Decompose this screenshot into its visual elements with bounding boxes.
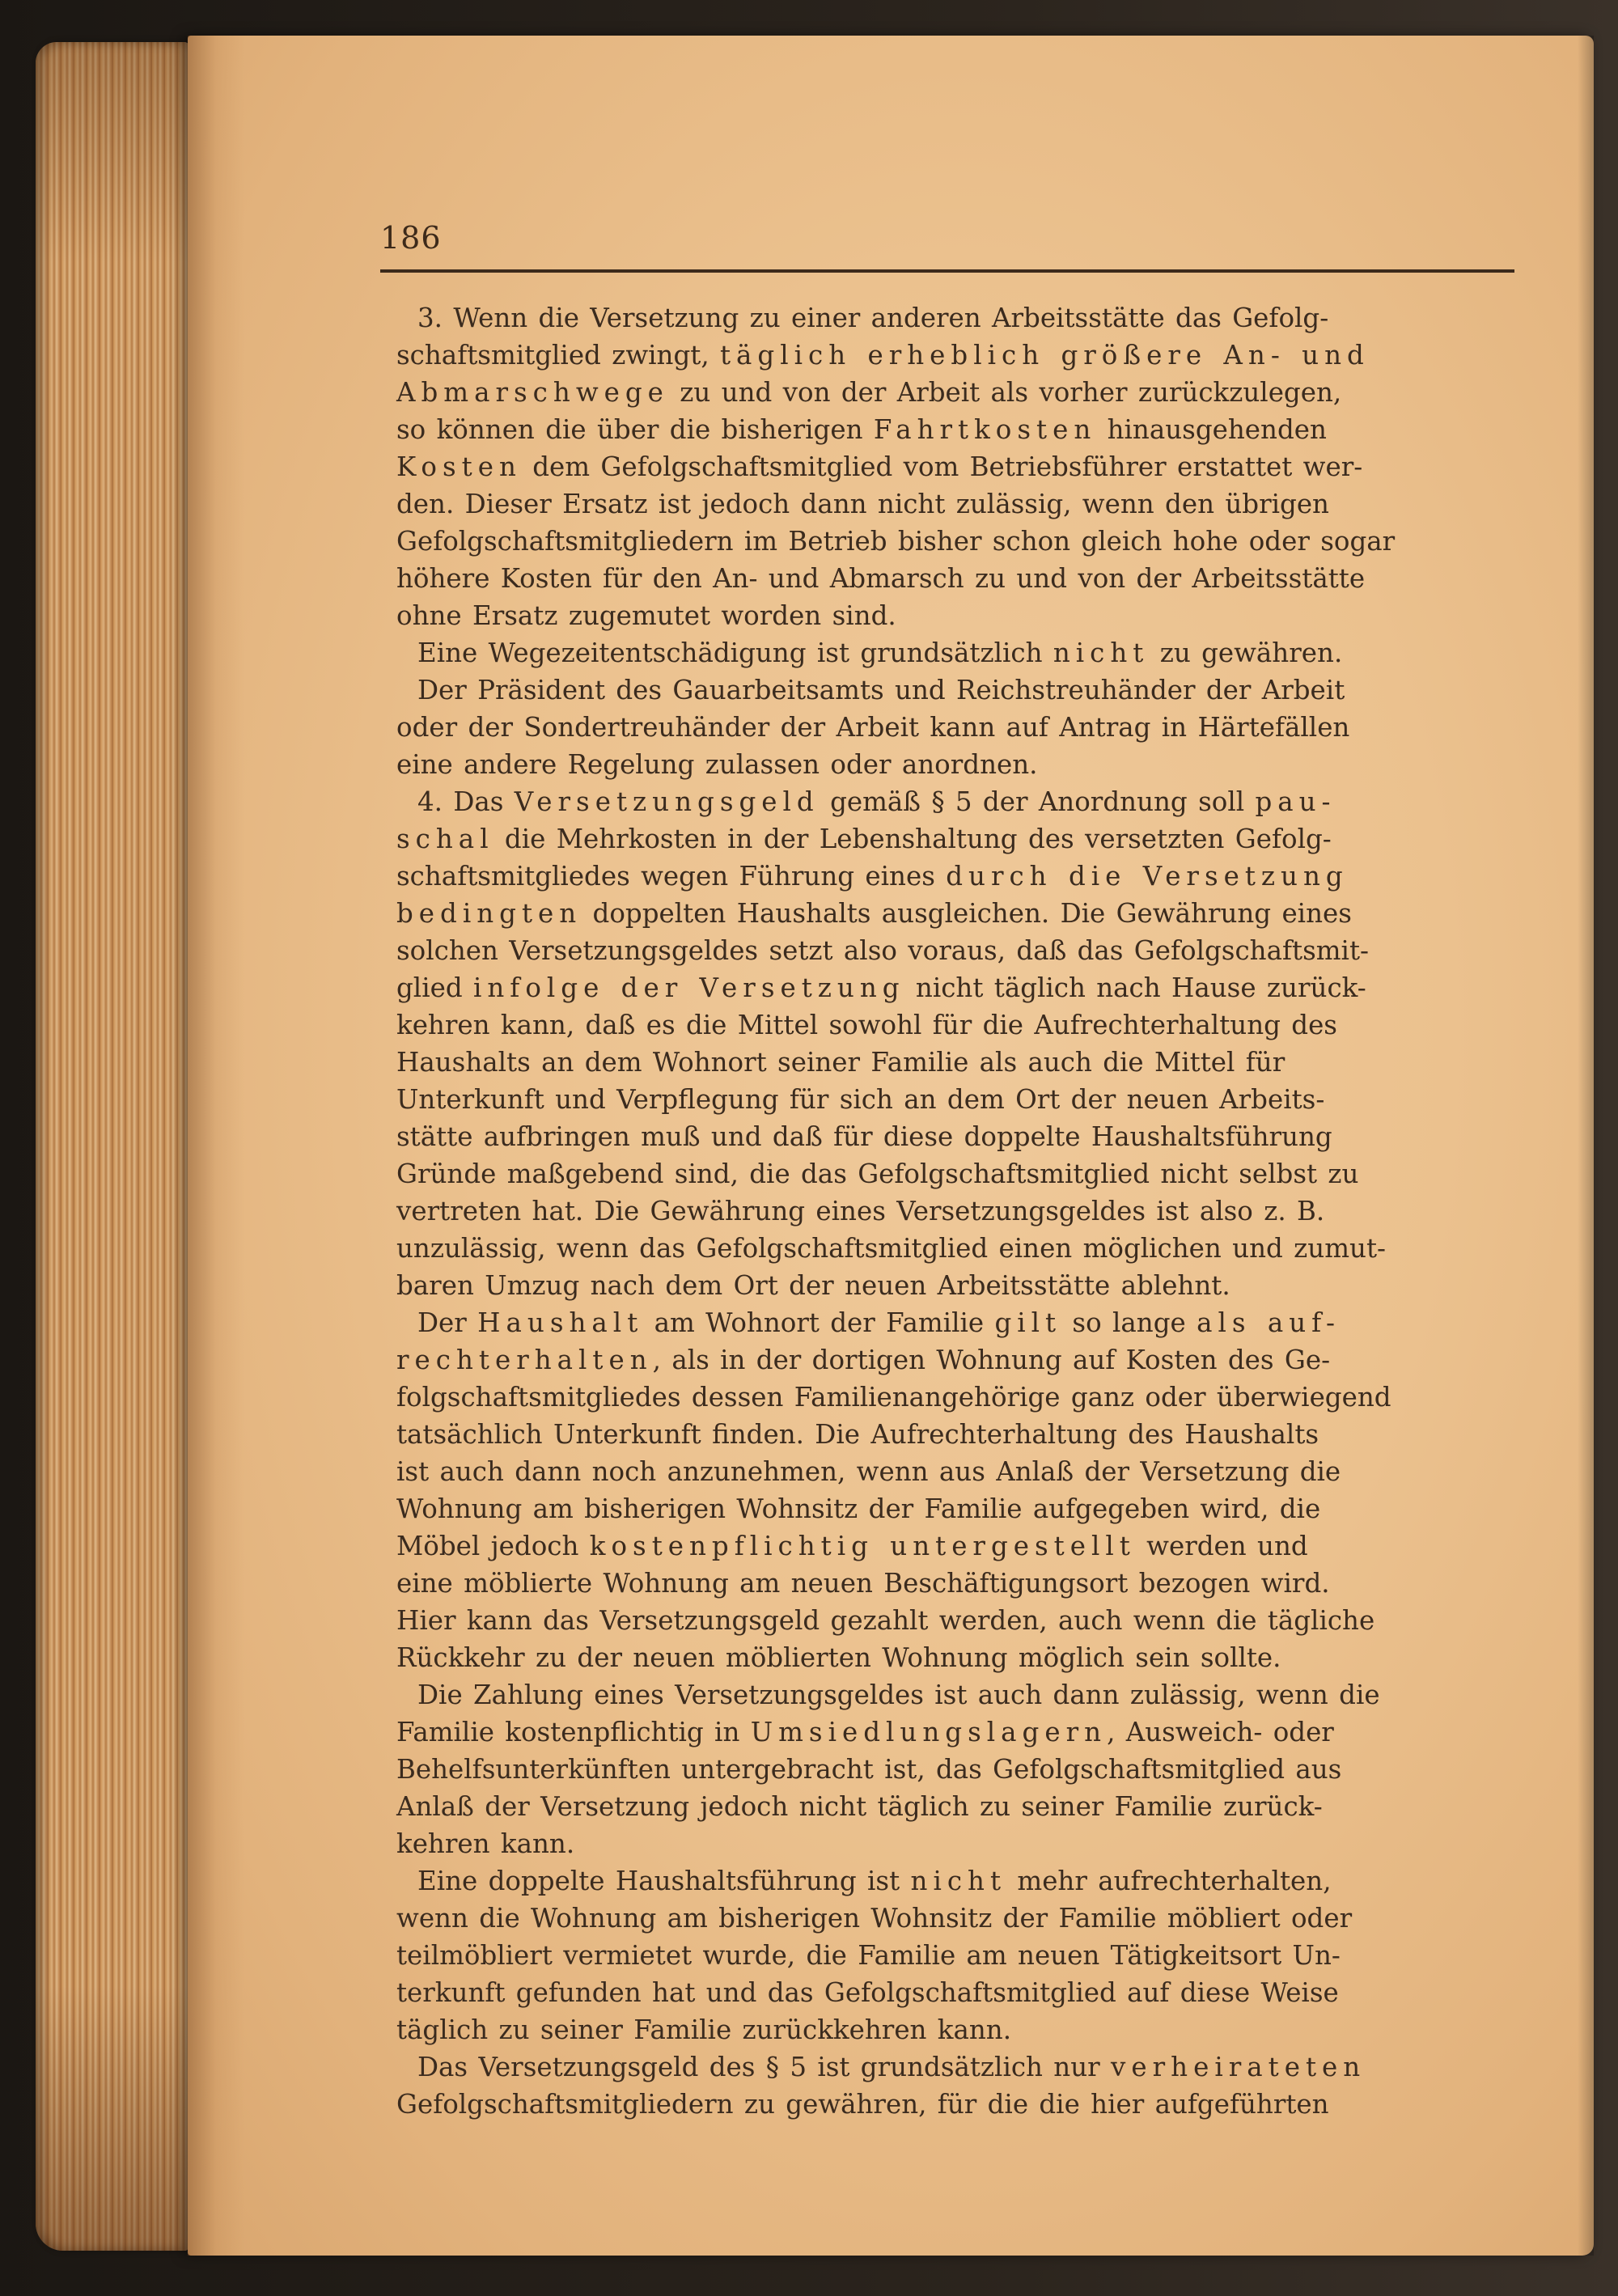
text-line [396,1602,1514,1639]
text-line [396,671,1514,709]
spaced-emphasis: pau- [1255,786,1336,817]
spaced-emphasis: bedingten [396,898,582,929]
text-run: Anlaß der Versetzung jedoch nicht täglich zu seiner Familie zurück- [396,1791,1323,1822]
text-run: Möbel jedoch [396,1531,590,1561]
spaced-emphasis: Kosten [396,451,522,482]
text-line [396,1304,1514,1341]
text-line [396,1416,1514,1453]
text-line [396,1565,1514,1602]
text-run: Behelfsunterkünften untergebracht ist, das Gefolgschaftsmitglied aus [396,1754,1342,1785]
text-run: folgschaftsmitgliedes dessen Familienangehörige ganz oder überwiegend [396,1382,1391,1413]
text-line [396,523,1514,560]
text-run: zu gewähren. [1149,638,1343,668]
page-edge-shadow [1578,36,1594,2256]
page-number: 186 [380,220,442,256]
text-run: Der [417,1307,478,1338]
text-run: am Wohnort der Familie [643,1307,995,1338]
text-run: Hier kann das Versetzungsgeld gezahlt werden, auch wenn die tägliche [396,1605,1375,1636]
text-run: Rückkehr zu der neuen möblierten Wohnung möglich sein sollte. [396,1642,1281,1673]
text-line [396,709,1514,746]
text-run: schaftsmitgliedes wegen Führung eines [396,861,947,892]
text-run: ohne Ersatz zugemutet worden sind. [396,600,896,631]
text-line [396,1192,1514,1230]
text-run: Haushalts an dem Wohnort seiner Familie als auch die Mittel für [396,1047,1286,1078]
text-run: eine andere Regelung zulassen oder anordnen. [396,749,1038,780]
spaced-emphasis: verheirateten [1111,2052,1366,2082]
spaced-emphasis: Abmarschwege [396,377,669,408]
text-run: schaftsmitglied zwingt, [396,340,720,371]
text-line [396,1490,1514,1527]
text-line [396,337,1514,374]
book-page-edges-shade [36,42,189,2251]
text-run: , als in der dortigen Wohnung auf Kosten des Ge- [652,1345,1331,1375]
text-run: , Ausweich- oder [1107,1717,1334,1747]
text-run: gemäß § 5 der Anordnung soll [819,786,1256,817]
text-line [396,820,1514,858]
spaced-emphasis: täglich erheblich größere An- und [719,340,1370,371]
text-run: Gefolgschaftsmitgliedern zu gewähren, für die die hier aufgeführten [396,2089,1329,2120]
text-run: kehren kann, daß es die Mittel sowohl für die Aufrechterhaltung des [396,1010,1337,1040]
text-line [396,1825,1514,1862]
text-run: hinausgehenden [1096,414,1327,445]
text-line [396,1081,1514,1118]
text-line [396,783,1514,820]
text-line [396,1751,1514,1788]
text-line [396,969,1514,1006]
text-run: Gründe maßgebend sind, die das Gefolgschaftsmitglied nicht selbst zu [396,1159,1359,1189]
text-line [396,1788,1514,1825]
text-run: wenn die Wohnung am bisherigen Wohnsitz der Familie möbliert oder [396,1903,1353,1934]
text-line [396,1937,1514,1974]
text-line [396,2086,1514,2123]
text-run: stätte aufbringen muß und daß für diese doppelte Haushaltsführung [396,1121,1332,1152]
text-run: nicht täglich nach Hause zurück- [904,972,1366,1003]
text-run: Familie kostenpflichtig in [396,1717,751,1747]
spaced-emphasis: Umsiedlungslagern [750,1717,1108,1747]
text-run: solchen Versetzungsgeldes setzt also voraus, daß das Gefolgschaftsmit- [396,935,1369,966]
spaced-emphasis: infolge der Versetzung [472,972,905,1003]
text-run: Die Zahlung eines Versetzungsgeldes ist auch dann zulässig, wenn die [417,1680,1380,1710]
text-line [396,895,1514,932]
text-line [396,374,1514,411]
text-line [396,1714,1514,1751]
text-run: doppelten Haushalts ausgleichen. Die Gewährung eines [582,898,1352,929]
spaced-emphasis: rechterhalten [396,1345,653,1375]
spaced-emphasis: nicht [910,1866,1007,1896]
text-line [396,448,1514,485]
text-run: zu und von der Arbeit als vorher zurückzulegen, [668,377,1342,408]
body-text [396,299,1514,2123]
text-line [396,1676,1514,1714]
text-line [396,2048,1514,2086]
header-rule [380,269,1514,273]
text-run: ist auch dann noch anzunehmen, wenn aus Anlaß der Versetzung die [396,1456,1341,1487]
text-line [396,1118,1514,1155]
text-line [396,411,1514,448]
text-line [396,746,1514,783]
text-run: werden und [1135,1531,1308,1561]
text-run: 4. Das [417,786,515,817]
text-line [396,634,1514,671]
text-run: so können die über die bisherigen [396,414,874,445]
text-run: Wohnung am bisherigen Wohnsitz der Familie aufgegeben wird, die [396,1493,1321,1524]
text-run: eine möblierte Wohnung am neuen Beschäftigungsort bezogen wird. [396,1568,1330,1599]
text-run: oder der Sondertreuhänder der Arbeit kann auf Antrag in Härtefällen [396,712,1350,743]
text-run: die Mehrkosten in der Lebenshaltung des versetzten Gefolg- [493,824,1332,854]
text-run: Eine Wegezeitentschädigung ist grundsätzlich [417,638,1053,668]
text-run: so lange [1061,1307,1197,1338]
spaced-emphasis: durch die Versetzung [946,861,1349,892]
text-line [396,2011,1514,2048]
text-run: baren Umzug nach dem Ort der neuen Arbeitsstätte ablehnt. [396,1270,1230,1301]
text-line [396,1341,1514,1379]
text-line [396,1379,1514,1416]
text-run: glied [396,972,473,1003]
spaced-emphasis: Versetzungsgeld [514,786,820,817]
text-line [396,858,1514,895]
spaced-emphasis: kostenpflichtig untergestellt [589,1531,1136,1561]
text-line [396,560,1514,597]
text-run: 3. Wenn die Versetzung zu einer anderen Arbeitsstätte das Gefolg- [417,303,1329,333]
text-line [396,932,1514,969]
text-line [396,597,1514,634]
spaced-emphasis: schal [396,824,494,854]
text-line [396,1639,1514,1676]
text-line [396,485,1514,523]
text-run: Eine doppelte Haushaltsführung ist [417,1866,911,1896]
text-line [396,1267,1514,1304]
text-run: den. Dieser Ersatz ist jedoch dann nicht zulässig, wenn den übrigen [396,489,1329,519]
text-run: unzulässig, wenn das Gefolgschaftsmitglied einen möglichen und zumut- [396,1233,1387,1264]
text-run: mehr aufrechterhalten, [1006,1866,1332,1896]
text-run: Der Präsident des Gauarbeitsamts und Reichstreuhänder der Arbeit [417,675,1345,705]
text-run: kehren kann. [396,1828,575,1859]
spaced-emphasis: als auf- [1197,1307,1341,1338]
text-run: täglich zu seiner Familie zurückkehren kann. [396,2014,1012,2045]
text-line [396,1006,1514,1044]
text-run: Das Versetzungsgeld des § 5 ist grundsätzlich nur [417,2052,1112,2082]
text-line [396,1453,1514,1490]
spaced-emphasis: Fahrtkosten [873,414,1097,445]
text-line [396,1527,1514,1565]
text-run: höhere Kosten für den An- und Abmarsch zu und von der Arbeitsstätte [396,563,1366,594]
spaced-emphasis: gilt [994,1307,1062,1338]
text-run: vertreten hat. Die Gewährung eines Versetzungsgeldes ist also z. B. [396,1196,1325,1226]
spaced-emphasis: nicht [1053,638,1150,668]
text-line [396,1862,1514,1900]
spaced-emphasis: Haushalt [477,1307,644,1338]
text-run: tatsächlich Unterkunft finden. Die Aufrechterhaltung des Haushalts [396,1419,1319,1450]
text-line [396,1155,1514,1192]
text-line [396,1974,1514,2011]
text-line [396,1044,1514,1081]
text-run: dem Gefolgschaftsmitglied vom Betriebsführer erstattet wer- [521,451,1363,482]
text-line [396,299,1514,337]
text-run: teilmöbliert vermietet wurde, die Familie am neuen Tätigkeitsort Un- [396,1940,1341,1971]
text-line [396,1230,1514,1267]
text-run: Unterkunft und Verpflegung für sich an dem Ort der neuen Arbeits- [396,1084,1325,1115]
text-run: terkunft gefunden hat und das Gefolgschaftsmitglied auf diese Weise [396,1977,1339,2008]
text-run: Gefolgschaftsmitgliedern im Betrieb bisher schon gleich hohe oder sogar [396,526,1396,557]
text-line [396,1900,1514,1937]
